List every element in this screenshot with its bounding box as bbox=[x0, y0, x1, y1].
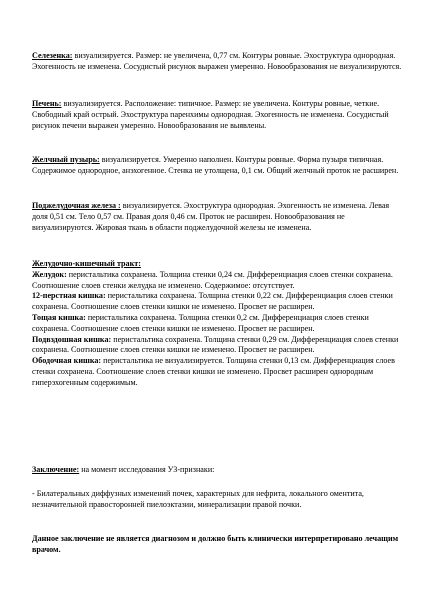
ileum-label: Подвздошная кишка: bbox=[32, 334, 112, 344]
gallbladder-text: визуализируется. Умеренно наполнен. Контуры ровные. Форма пузыря типичная. Содержимое однородное, анэхогенное. Стенка не утолщена, 0,1 см. Общий желчный проток не расширен. bbox=[32, 155, 399, 175]
disclaimer: Данное заключение не является диагнозом и должно быть клинически интерпретировано лечащим врачом. bbox=[32, 534, 399, 554]
conclusion-item: - Билатеральных диффузных изменений почек, характерных для нефрита, локального оментита, незначительной правосторонней пиелоэктазии, минерализации правой почки. bbox=[32, 489, 364, 509]
duodenum-text: перистальтика сохранена. Толщина стенки 0,22 см. Дифференциация слоев стенки сохранена. Соотношение слоев стенки кишки не изменено. Просвет не расширен. bbox=[32, 291, 393, 312]
conclusion-text: на момент исследования УЗ-признаки: bbox=[79, 465, 215, 474]
jejunum-text: перистальтика сохранена. Толщина стенки 0,2 см. Дифференциация слоев стенки сохранена. Соотношение слоев стенки кишки не изменено. Просвет не расширен. bbox=[32, 312, 369, 333]
gallbladder-section bbox=[32, 155, 404, 177]
spleen-text: визуализируется. Размер: не увеличена, 0,77 см. Контуры ровные. Эхоструктура однородная. Эхогенность не изменена. Сосудистый рисунок выражен умеренно. Новообразования не визуализируются. bbox=[32, 51, 402, 71]
liver-heading: Печень: bbox=[32, 99, 62, 108]
gi-tract-section bbox=[32, 259, 404, 389]
duodenum-label: 12-перстная кишка: bbox=[32, 291, 106, 301]
pancreas-section bbox=[32, 201, 404, 233]
colon-label: Ободочная кишка: bbox=[32, 356, 102, 366]
pancreas-heading: Поджелудочная железа : bbox=[32, 201, 121, 210]
conclusion-heading: Заключение: bbox=[32, 465, 80, 474]
spleen-section bbox=[32, 51, 404, 73]
stomach-label: Желудок: bbox=[32, 269, 67, 279]
liver-text: визуализируется. Расположение: типичное. Размер: не увеличена. Контуры ровные, четкие. Свободный край острый. Эхоструктура паренхимы однородная. Эхогенность не изменена. Сосудистый рисунок печени выражен умеренно. Новообразования не выявлены. bbox=[32, 99, 389, 130]
conclusion-section bbox=[32, 465, 404, 476]
jejunum-label: Тощая кишка: bbox=[32, 312, 86, 322]
liver-section bbox=[32, 99, 404, 131]
conclusion-item-block bbox=[32, 489, 404, 511]
disclaimer-block bbox=[32, 534, 404, 556]
ileum-text: перистальтика сохранена. Толщина стенки 0,29 см. Дифференциация слоев стенки сохранена. Соотношение слоев стенки кишки не изменено. Просвет не расширен. bbox=[32, 334, 399, 355]
gallbladder-heading: Желчный пузырь: bbox=[32, 155, 100, 164]
colon-text: перистальтика не визуализируется. Толщина стенки 0,13 см. Дифференциация слоев стенки сохранена. Соотношение слоев стенки кишки не изменено. Просвет расширен однородным гиперэхогенным содержимым. bbox=[32, 356, 395, 387]
gi-tract-heading: Желудочно-кишечный тракт: bbox=[32, 259, 141, 268]
stomach-text: перистальтика сохранена. Толщина стенки 0,24 см. Дифференциация слоев стенки сохранена. Соотношение слоев стенки желудка не изменено. Содержимое: отсутствует. bbox=[32, 269, 393, 290]
pancreas-text: визуализируется. Эхоструктура однородная. Эхогенность не изменена. Левая доля 0,51 см. Тело 0,57 см. Правая доля 0,46 см. Проток не расширен. Новообразования не визуализируются. Жировая ткань в области поджелудочной железы не изменена. bbox=[32, 201, 390, 232]
spleen-heading: Селезенка: bbox=[32, 51, 73, 60]
